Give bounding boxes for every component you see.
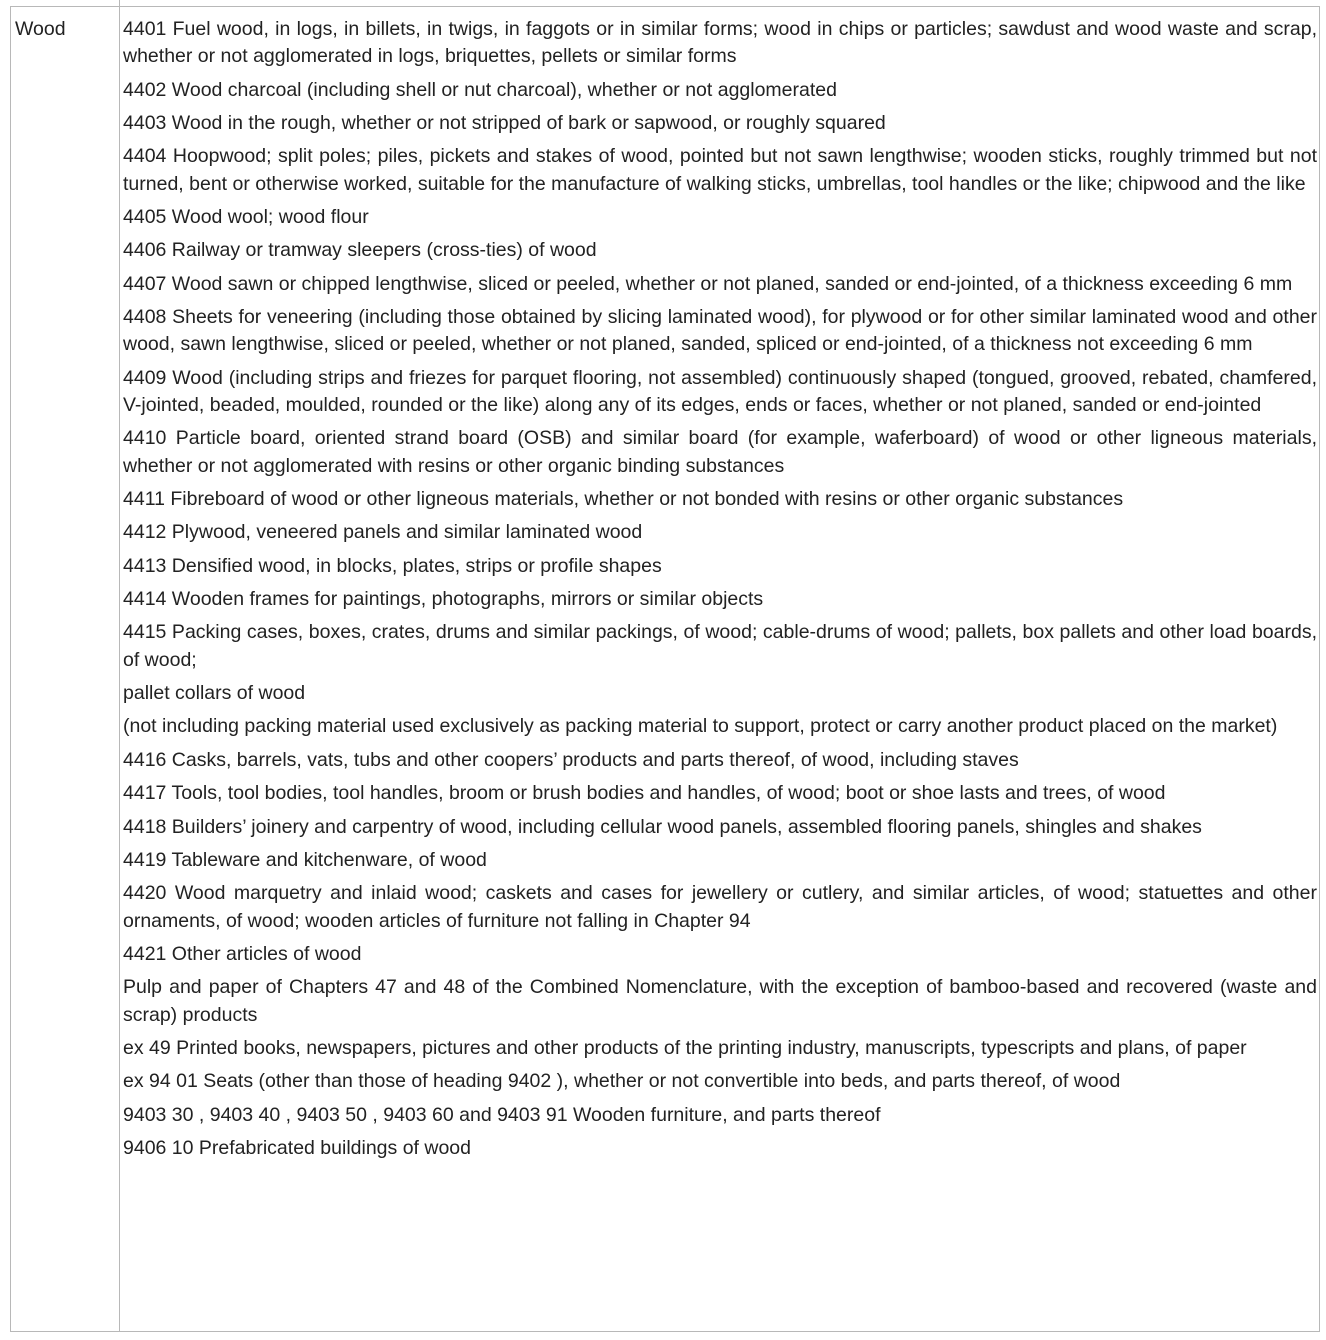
entry-4418: 4418 Builders’ joinery and carpentry of wood, including cellular wood panels, assembled flooring panels, shingles and shakes bbox=[123, 815, 1202, 838]
entry-4415: 4415 Packing cases, boxes, crates, drums and similar packings, of wood; cable-drums of wood; pallets, box pallets and other load boards, of wood; bbox=[123, 621, 1317, 671]
entry-4408: 4408 Sheets for veneering (including those obtained by slicing laminated wood), for plywood or for other similar laminated wood and other wood, sawn lengthwise, sliced or peeled, whether or not planed, sanded, spliced or end-jointed, of a thickness not exceeding 6 mm bbox=[123, 306, 1317, 356]
entry-4412: 4412 Plywood, veneered panels and similar laminated wood bbox=[123, 521, 643, 544]
entry-9406-10: 9406 10 Prefabricated buildings of wood bbox=[123, 1137, 471, 1160]
entry-4421: 4421 Other articles of wood bbox=[123, 943, 362, 966]
entry-4404: 4404 Hoopwood; split poles; piles, pickets and stakes of wood, pointed but not sawn lengthwise; wooden sticks, roughly trimmed but not turned, bent or otherwise worked, suitable for the manufacture of walking sticks, umbrellas, tool handles or the like; chipwood and the like bbox=[123, 145, 1317, 195]
entry-4416: 4416 Casks, barrels, vats, tubs and other coopers’ products and parts thereof, of wood, including staves bbox=[123, 748, 1019, 771]
entry-4411: 4411 Fibreboard of wood or other ligneous materials, whether or not bonded with resins or other organic substances bbox=[123, 487, 1124, 510]
entry-4406: 4406 Railway or tramway sleepers (cross-ties) of wood bbox=[123, 239, 597, 262]
entry-9403: 9403 30 , 9403 40 , 9403 50 , 9403 60 and 9403 91 Wooden furniture, and parts thereof bbox=[123, 1103, 881, 1126]
entry-ex-49: ex 49 Printed books, newspapers, pictures and other products of the printing industry, manuscripts, typescripts and plans, of paper bbox=[123, 1037, 1247, 1059]
column-divider bbox=[119, 0, 120, 1331]
entry-packing-material-note: (not including packing material used exclusively as packing material to support, protect or carry another product placed on the market) bbox=[123, 715, 1278, 738]
entry-4409: 4409 Wood (including strips and friezes for parquet flooring, not assembled) continuously shaped (tongued, grooved, rebated, chamfered, V-jointed, beaded, moulded, rounded or the like) along any of its edges, ends or faces, whether or not planed, sanded or end-jointed bbox=[123, 366, 1317, 416]
entries-cell bbox=[123, 16, 1317, 1169]
entry-4413: 4413 Densified wood, in blocks, plates, strips or profile shapes bbox=[123, 554, 662, 577]
entry-4405: 4405 Wood wool; wood flour bbox=[123, 205, 369, 228]
entry-pallet-collars: pallet collars of wood bbox=[123, 682, 306, 705]
entry-4419: 4419 Tableware and kitchenware, of wood bbox=[123, 849, 487, 872]
entry-4420: 4420 Wood marquetry and inlaid wood; caskets and cases for jewellery or cutlery, and similar articles, of wood; statuettes and other ornaments, of wood; wooden articles of furniture not falling in Chapter 94 bbox=[123, 882, 1317, 932]
entry-4401: 4401 Fuel wood, in logs, in billets, in twigs, in faggots or in similar forms; wood in chips or particles; sawdust and wood waste and scrap, whether or not agglomerated in logs, briquettes, pellets or similar forms bbox=[123, 18, 1317, 68]
entry-4414: 4414 Wooden frames for paintings, photographs, mirrors or similar objects bbox=[123, 588, 764, 611]
table-top-border bbox=[11, 6, 1319, 7]
entry-4403: 4403 Wood in the rough, whether or not stripped of bark or sapwood, or roughly squared bbox=[123, 111, 886, 134]
commodity-table bbox=[10, 6, 1320, 1332]
entry-4410: 4410 Particle board, oriented strand board (OSB) and similar board (for example, waferboard) of wood or other ligneous materials, whether or not agglomerated with resins or other organic binding substances bbox=[123, 427, 1317, 477]
entry-ex-9401: ex 94 01 Seats (other than those of heading 9402 ), whether or not convertible into beds, and parts thereof, of wood bbox=[123, 1070, 1121, 1093]
entry-4407: 4407 Wood sawn or chipped lengthwise, sliced or peeled, whether or not planed, sanded or end-jointed, of a thickness exceeding 6 mm bbox=[123, 272, 1293, 295]
entry-pulp-and-paper: Pulp and paper of Chapters 47 and 48 of the Combined Nomenclature, with the exception of bamboo-based and recovered (waste and scrap) products bbox=[123, 976, 1317, 1026]
category-cell: Wood bbox=[15, 18, 66, 40]
entry-4402: 4402 Wood charcoal (including shell or nut charcoal), whether or not agglomerated bbox=[123, 78, 837, 101]
entry-4417: 4417 Tools, tool bodies, tool handles, broom or brush bodies and handles, of wood; boot or shoe lasts and trees, of wood bbox=[123, 782, 1166, 805]
